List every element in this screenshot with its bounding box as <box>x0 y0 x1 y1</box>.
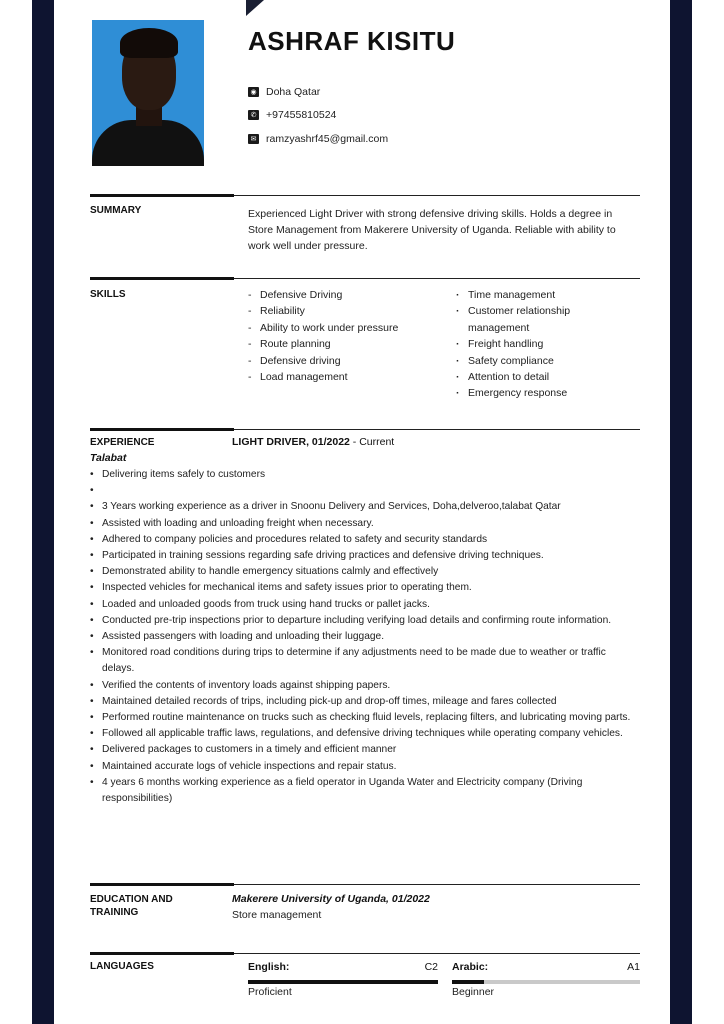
education-course: Store management <box>232 909 322 921</box>
education-rule-thick <box>90 883 234 886</box>
right-border <box>670 0 724 1024</box>
skill-item: - Reliability <box>248 303 438 319</box>
education-school: Makerere University of Uganda, 01/2022 <box>232 893 430 905</box>
list-item: • Monitored road conditions during trips to determine if any adjustments need to be made due to weather or traffic delays. <box>90 645 640 677</box>
list-item: • Followed all applicable traffic laws, regulations, and defensive driving techniques while operating company vehicles. <box>90 726 640 742</box>
skills-list-right <box>456 287 596 402</box>
list-item: • Assisted with loading and unloading freight when necessary. <box>90 516 640 532</box>
list-item: • Inspected vehicles for mechanical items and safety issues prior to operating them. <box>90 580 640 596</box>
experience-heading: EXPERIENCE <box>90 437 155 448</box>
skill-item: · Attention to detail <box>456 369 596 385</box>
left-border <box>0 0 56 1024</box>
list-item: • Demonstrated ability to handle emergency situations calmly and effectively <box>90 564 640 580</box>
list-item: • Adhered to company policies and procedures related to safety and security standards <box>90 532 640 548</box>
candidate-name: ASHRAF KISITU <box>248 26 456 56</box>
education-rule <box>234 884 640 885</box>
location-pin-icon: ◉ <box>248 87 259 97</box>
phone-icon: ✆ <box>248 110 259 120</box>
list-item: • 4 years 6 months working experience as a field operator in Uganda Water and Electricity company (Driving responsibilities) <box>90 775 640 807</box>
list-item: • Maintained detailed records of trips, including pick-up and drop-off times, mileage and fares collected <box>90 694 640 710</box>
email-icon: ✉ <box>248 134 259 144</box>
list-item: • 3 Years working experience as a driver in Snoonu Delivery and Services, Doha,delveroo,talabat Qatar <box>90 499 640 515</box>
corner-decoration <box>246 0 264 16</box>
skill-item: · Customer relationship management <box>456 303 596 336</box>
language-bar-english <box>248 980 438 984</box>
education-heading: EDUCATION AND TRAINING <box>90 894 173 918</box>
resume-page <box>56 0 670 1024</box>
language-level-english: C2 <box>424 961 438 973</box>
summary-text: Experienced Light Driver with strong defensive driving skills. Holds a degree in Store Management from Makerere University of Uganda. Reliable with ability to work well under pressure. <box>248 208 616 252</box>
phone-row <box>248 109 336 121</box>
skill-item: - Load management <box>248 369 438 385</box>
languages-heading: LANGUAGES <box>90 961 154 972</box>
skill-item: - Route planning <box>248 336 438 352</box>
language-desc-arabic: Beginner <box>452 986 495 998</box>
skill-item: · Safety compliance <box>456 353 596 369</box>
skill-item: - Ability to work under pressure <box>248 320 438 336</box>
experience-rule <box>234 429 640 430</box>
summary-heading: SUMMARY <box>90 205 142 216</box>
skills-list-left <box>248 287 438 385</box>
list-item: • Performed routine maintenance on trucks such as checking fluid levels, replacing filters, and lubricating moving parts. <box>90 710 640 726</box>
language-name-english: English: <box>248 961 290 973</box>
skill-item: · Time management <box>456 287 596 303</box>
skill-item: · Freight handling <box>456 336 596 352</box>
list-item: • Conducted pre-trip inspections prior to departure including verifying load details and confirming route information. <box>90 613 640 629</box>
list-item: • Assisted passengers with loading and unloading their luggage. <box>90 629 640 645</box>
list-item: • Participated in training sessions regarding safe driving practices and defensive driving techniques. <box>90 548 640 564</box>
list-item <box>90 483 640 499</box>
language-desc-english: Proficient <box>248 986 292 998</box>
summary-rule <box>234 195 640 196</box>
list-item: • Verified the contents of inventory loads against shipping papers. <box>90 678 640 694</box>
list-item: • Delivering items safely to customers <box>90 467 640 483</box>
list-item: • Loaded and unloaded goods from truck using hand trucks or pallet jacks. <box>90 597 640 613</box>
job-title: LIGHT DRIVER, 01/2022 - Current <box>232 436 395 448</box>
language-bar-arabic <box>452 980 640 984</box>
skill-item: · Emergency response <box>456 385 596 401</box>
languages-rule <box>234 953 640 954</box>
email-row <box>248 133 388 145</box>
location-text: Doha Qatar <box>266 86 321 98</box>
company-name: Talabat <box>90 452 127 464</box>
skill-item: - Defensive driving <box>248 353 438 369</box>
skills-rule-thick <box>90 277 234 280</box>
email-text: ramzyashrf45@gmail.com <box>266 133 389 145</box>
skills-heading: SKILLS <box>90 289 126 300</box>
list-item: • Maintained accurate logs of vehicle inspections and repair status. <box>90 759 640 775</box>
location-row <box>248 86 320 98</box>
summary-rule-thick <box>90 194 234 197</box>
skills-rule <box>234 278 640 279</box>
experience-list <box>90 467 640 807</box>
language-name-arabic: Arabic: <box>452 961 489 973</box>
language-level-arabic: A1 <box>627 961 640 973</box>
phone-text: +97455810524 <box>266 109 337 121</box>
languages-rule-thick <box>90 952 234 955</box>
list-item: • Delivered packages to customers in a timely and efficient manner <box>90 742 640 758</box>
skill-item: - Defensive Driving <box>248 287 438 303</box>
profile-photo <box>92 20 204 166</box>
experience-rule-thick <box>90 428 234 431</box>
